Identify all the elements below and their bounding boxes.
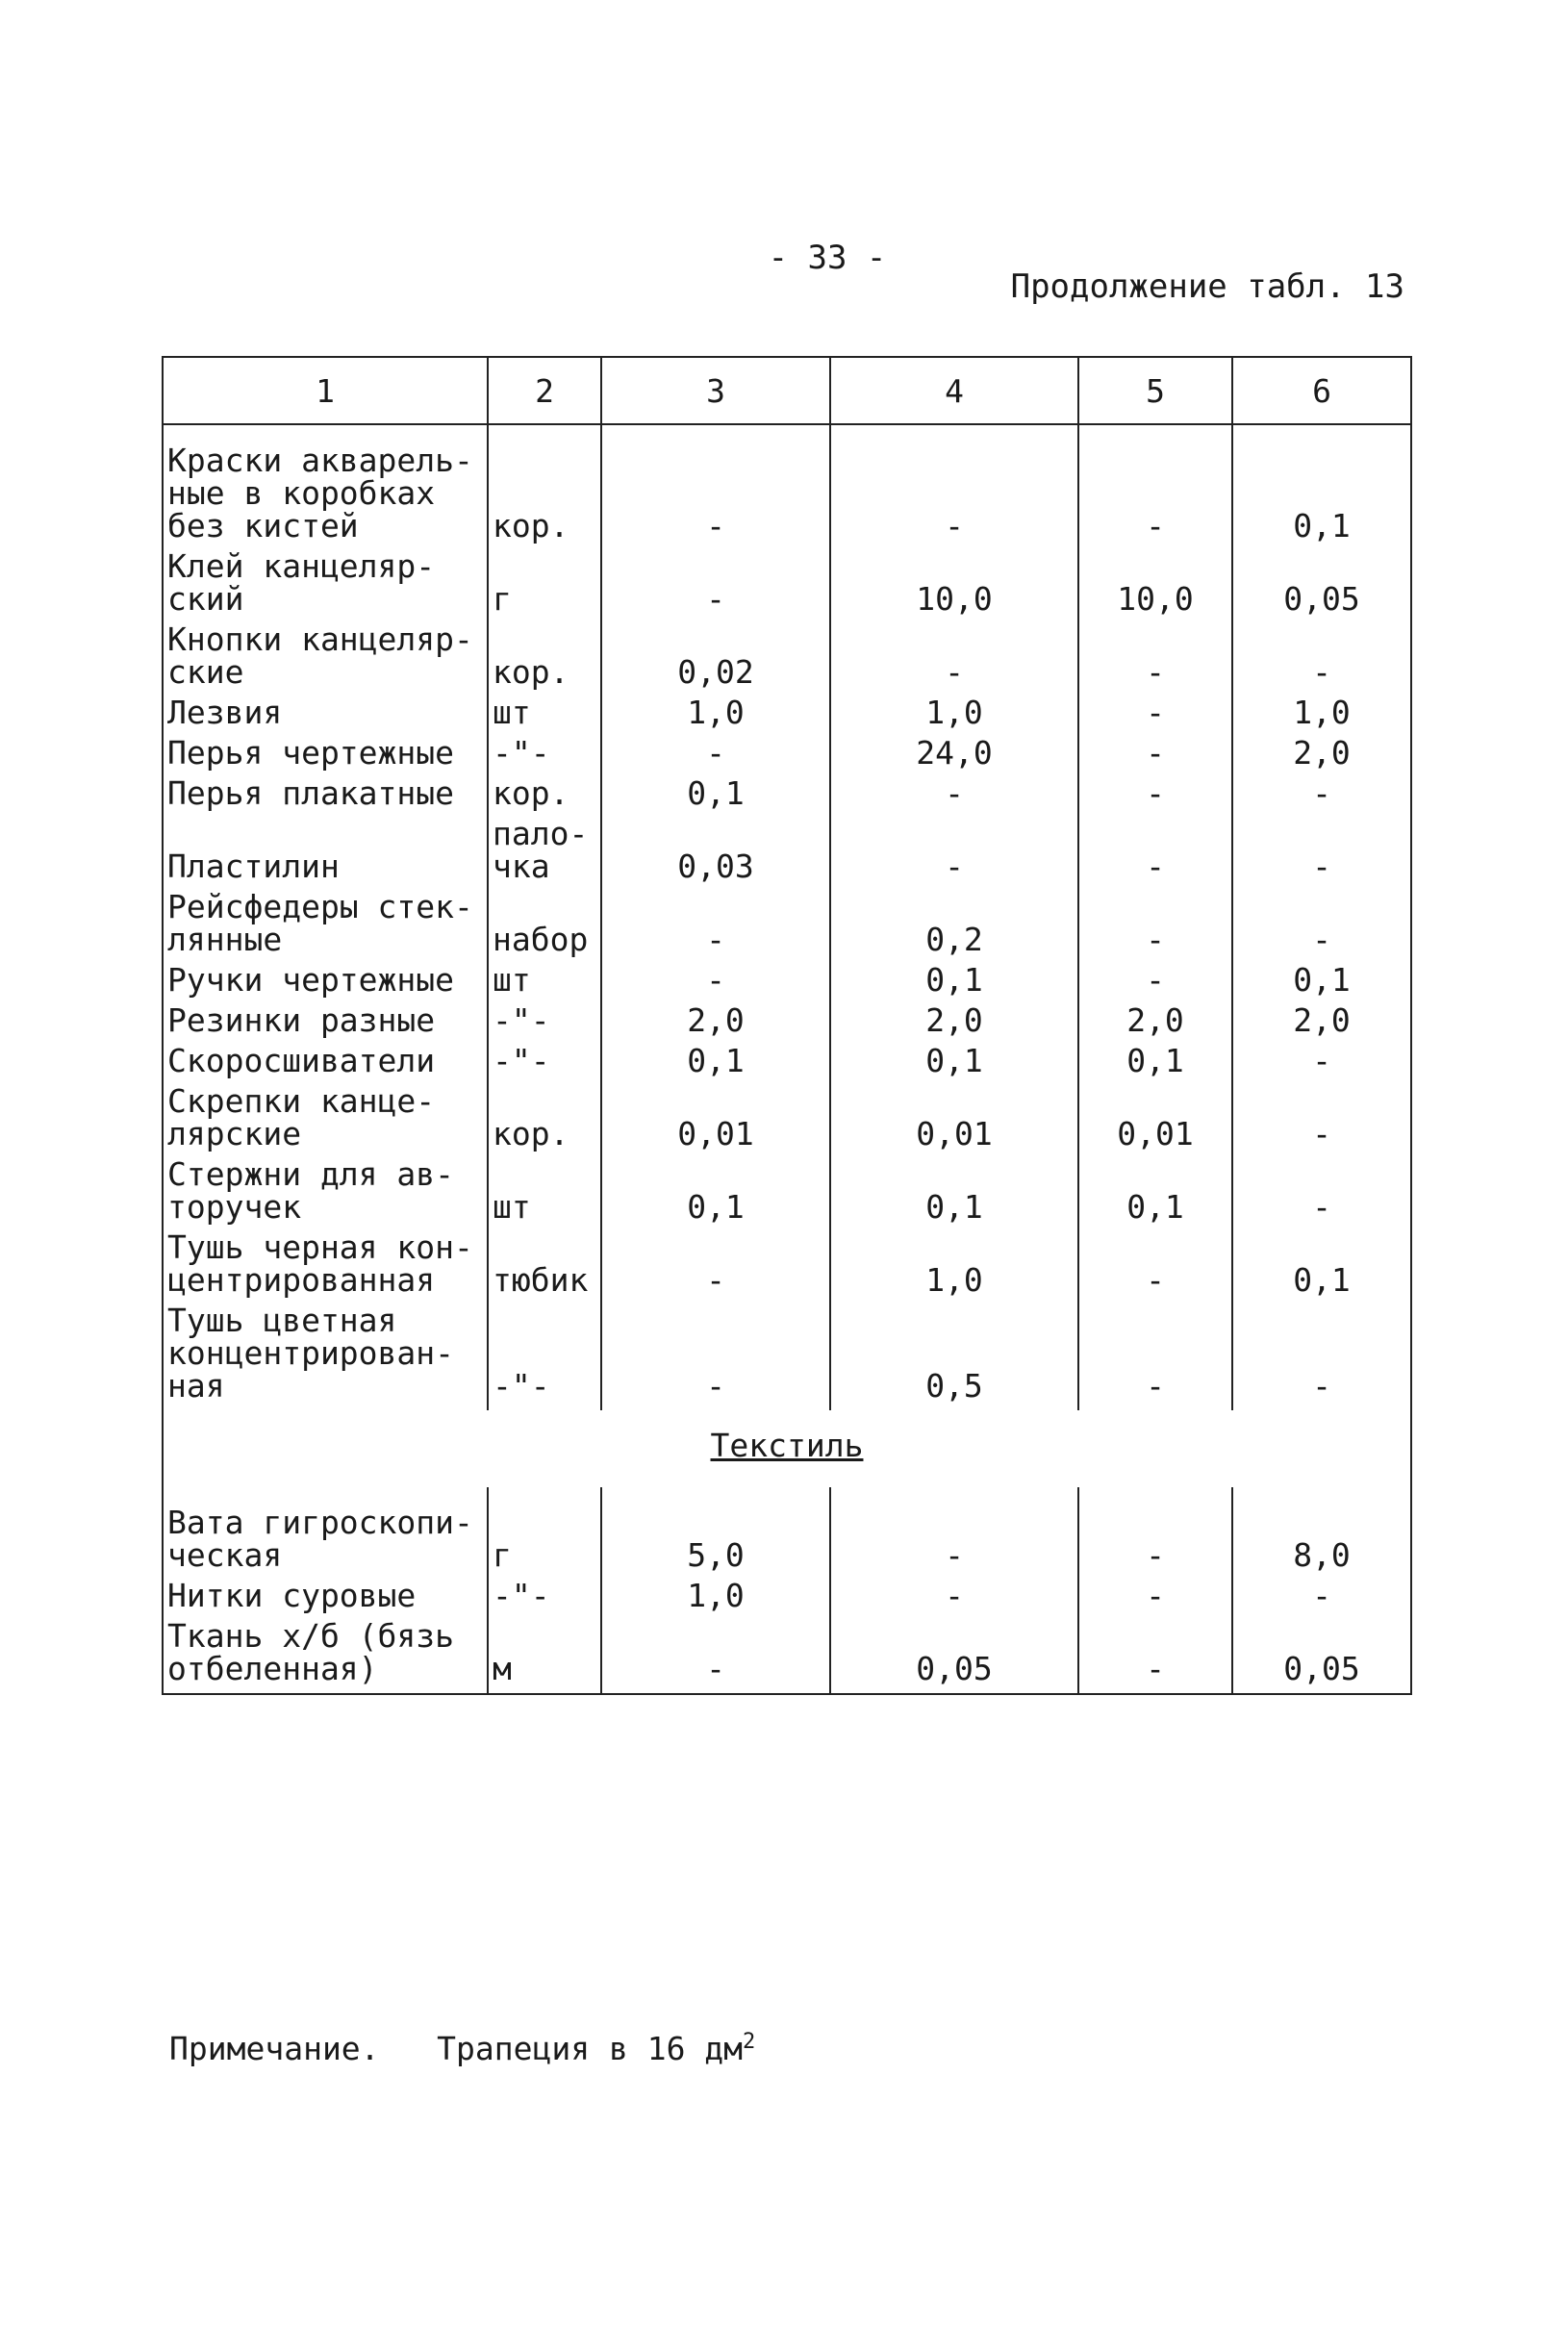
table-row — [163, 1085, 1411, 1158]
value-cell-4: 10,0 — [830, 550, 1078, 623]
value-cell-5: - — [1078, 1231, 1232, 1304]
value-cell-4: - — [830, 623, 1078, 696]
item-name-cell: Нитки суровые — [163, 1580, 488, 1620]
table-continuation-caption: Продолжение табл. 13 — [1010, 267, 1404, 306]
unit-cell: г — [488, 1487, 601, 1580]
value-cell-5: - — [1078, 818, 1232, 891]
value-cell-3: - — [601, 1620, 830, 1694]
item-name-cell: Скоросшиватели — [163, 1045, 488, 1085]
value-cell-6: - — [1232, 1045, 1411, 1085]
item-name-cell: Пластилин — [163, 818, 488, 891]
table-row — [163, 1158, 1411, 1231]
unit-cell: -"- — [488, 737, 601, 777]
value-cell-5: 0,1 — [1078, 1158, 1232, 1231]
column-header: 6 — [1232, 357, 1411, 424]
table-row — [163, 696, 1411, 737]
value-cell-4: 0,2 — [830, 891, 1078, 964]
item-name-cell: Перья плакатные — [163, 777, 488, 818]
column-header: 1 — [163, 357, 488, 424]
item-name-cell: Стержни для ав- торучек — [163, 1158, 488, 1231]
value-cell-6: - — [1232, 1085, 1411, 1158]
value-cell-4: - — [830, 777, 1078, 818]
item-name-cell: Лезвия — [163, 696, 488, 737]
value-cell-5: 0,1 — [1078, 1045, 1232, 1085]
value-cell-6: - — [1232, 623, 1411, 696]
unit-cell: кор. — [488, 623, 601, 696]
value-cell-3: - — [601, 424, 830, 550]
unit-cell: м — [488, 1620, 601, 1694]
unit-cell: -"- — [488, 1004, 601, 1045]
unit-cell: кор. — [488, 777, 601, 818]
value-cell-3: 0,02 — [601, 623, 830, 696]
table-row — [163, 550, 1411, 623]
item-name-cell: Краски акварель- ные в коробках без кистей — [163, 424, 488, 550]
table-row — [163, 891, 1411, 964]
value-cell-5: - — [1078, 964, 1232, 1004]
value-cell-3: - — [601, 964, 830, 1004]
value-cell-4: 2,0 — [830, 1004, 1078, 1045]
unit-cell: шт — [488, 964, 601, 1004]
note-text: Трапеция в 16 дм — [437, 2030, 744, 2067]
value-cell-3: - — [601, 737, 830, 777]
value-cell-6: 2,0 — [1232, 1004, 1411, 1045]
value-cell-4: 0,1 — [830, 1045, 1078, 1085]
table-row — [163, 818, 1411, 891]
value-cell-6: - — [1232, 818, 1411, 891]
value-cell-5: - — [1078, 1580, 1232, 1620]
value-cell-6: - — [1232, 777, 1411, 818]
unit-cell: -"- — [488, 1580, 601, 1620]
value-cell-4: 0,1 — [830, 1158, 1078, 1231]
item-name-cell: Вата гигроскопи- ческая — [163, 1487, 488, 1580]
unit-cell: -"- — [488, 1045, 601, 1085]
value-cell-3: 1,0 — [601, 696, 830, 737]
value-cell-4: - — [830, 1580, 1078, 1620]
table-row — [163, 1231, 1411, 1304]
unit-cell: шт — [488, 696, 601, 737]
value-cell-5: - — [1078, 1487, 1232, 1580]
item-name-cell: Перья чертежные — [163, 737, 488, 777]
value-cell-4: 0,1 — [830, 964, 1078, 1004]
note-superscript: 2 — [743, 2030, 756, 2054]
value-cell-3: 2,0 — [601, 1004, 830, 1045]
value-cell-3: 5,0 — [601, 1487, 830, 1580]
item-name-cell: Ручки чертежные — [163, 964, 488, 1004]
value-cell-6: 0,1 — [1232, 424, 1411, 550]
unit-cell: -"- — [488, 1304, 601, 1410]
value-cell-4: 1,0 — [830, 696, 1078, 737]
value-cell-5: 10,0 — [1078, 550, 1232, 623]
value-cell-4: 24,0 — [830, 737, 1078, 777]
item-name-cell: Тушь черная кон- центрированная — [163, 1231, 488, 1304]
item-name-cell: Кнопки канцеляр- ские — [163, 623, 488, 696]
value-cell-5: 0,01 — [1078, 1085, 1232, 1158]
unit-cell: пало- чка — [488, 818, 601, 891]
value-cell-3: 0,1 — [601, 1158, 830, 1231]
value-cell-3: 0,03 — [601, 818, 830, 891]
item-name-cell: Резинки разные — [163, 1004, 488, 1045]
column-header: 2 — [488, 357, 601, 424]
value-cell-5: - — [1078, 424, 1232, 550]
value-cell-6: 0,1 — [1232, 1231, 1411, 1304]
unit-cell: г — [488, 550, 601, 623]
value-cell-6: 8,0 — [1232, 1487, 1411, 1580]
value-cell-5: 2,0 — [1078, 1004, 1232, 1045]
unit-cell: кор. — [488, 1085, 601, 1158]
value-cell-6: - — [1232, 1158, 1411, 1231]
value-cell-3: - — [601, 1231, 830, 1304]
value-cell-6: - — [1232, 891, 1411, 964]
supplies-table — [162, 356, 1412, 1695]
value-cell-3: 1,0 — [601, 1580, 830, 1620]
value-cell-4: 0,05 — [830, 1620, 1078, 1694]
value-cell-3: - — [601, 1304, 830, 1410]
value-cell-5: - — [1078, 623, 1232, 696]
value-cell-5: - — [1078, 737, 1232, 777]
item-name-cell: Ткань х/б (бязь отбеленная) — [163, 1620, 488, 1694]
column-header: 5 — [1078, 357, 1232, 424]
value-cell-3: - — [601, 550, 830, 623]
value-cell-4: 1,0 — [830, 1231, 1078, 1304]
table-row — [163, 1004, 1411, 1045]
table-note — [169, 2030, 755, 2067]
item-name-cell: Рейсфедеры стек- лянные — [163, 891, 488, 964]
value-cell-5: - — [1078, 696, 1232, 737]
value-cell-4: - — [830, 1487, 1078, 1580]
value-cell-6: - — [1232, 1580, 1411, 1620]
value-cell-4: - — [830, 424, 1078, 550]
page-number: - 33 - — [768, 239, 887, 277]
section-title: Текстиль — [710, 1427, 864, 1464]
value-cell-5: - — [1078, 1620, 1232, 1694]
value-cell-3: - — [601, 891, 830, 964]
table-row — [163, 1580, 1411, 1620]
value-cell-6: 0,1 — [1232, 964, 1411, 1004]
unit-cell: шт — [488, 1158, 601, 1231]
unit-cell: набор — [488, 891, 601, 964]
table-header-row — [163, 357, 1411, 424]
column-header: 4 — [830, 357, 1078, 424]
item-name-cell: Клей канцеляр- ский — [163, 550, 488, 623]
value-cell-5: - — [1078, 1304, 1232, 1410]
item-name-cell: Скрепки канце- лярские — [163, 1085, 488, 1158]
section-row — [163, 1410, 1411, 1487]
value-cell-6: 0,05 — [1232, 1620, 1411, 1694]
table-row — [163, 1045, 1411, 1085]
value-cell-3: 0,1 — [601, 1045, 830, 1085]
value-cell-6: - — [1232, 1304, 1411, 1410]
value-cell-5: - — [1078, 777, 1232, 818]
table-row — [163, 424, 1411, 550]
unit-cell: кор. — [488, 424, 601, 550]
value-cell-4: - — [830, 818, 1078, 891]
value-cell-5: - — [1078, 891, 1232, 964]
value-cell-3: 0,01 — [601, 1085, 830, 1158]
table-row — [163, 1304, 1411, 1410]
value-cell-6: 1,0 — [1232, 696, 1411, 737]
value-cell-4: 0,5 — [830, 1304, 1078, 1410]
value-cell-3: 0,1 — [601, 777, 830, 818]
table-row — [163, 964, 1411, 1004]
value-cell-4: 0,01 — [830, 1085, 1078, 1158]
table-row — [163, 623, 1411, 696]
table-row — [163, 1487, 1411, 1580]
item-name-cell: Тушь цветная концентрирован- ная — [163, 1304, 488, 1410]
value-cell-6: 0,05 — [1232, 550, 1411, 623]
unit-cell: тюбик — [488, 1231, 601, 1304]
table-row — [163, 737, 1411, 777]
table-row — [163, 777, 1411, 818]
column-header: 3 — [601, 357, 830, 424]
table-row — [163, 1620, 1411, 1694]
value-cell-6: 2,0 — [1232, 737, 1411, 777]
note-label: Примечание. — [169, 2030, 380, 2067]
